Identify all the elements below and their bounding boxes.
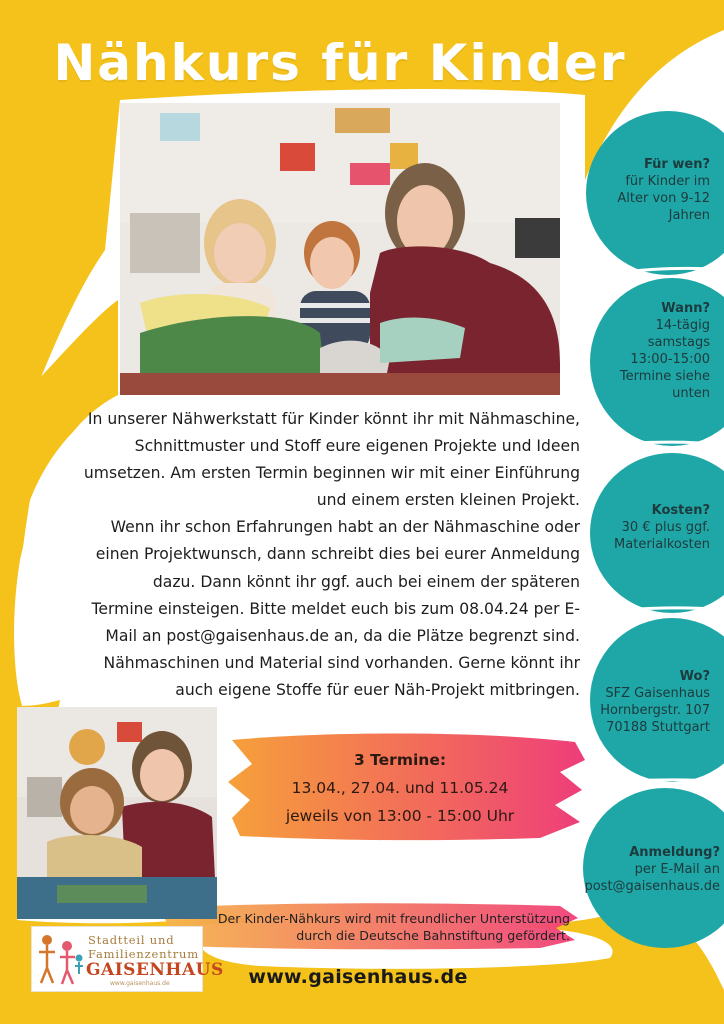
- dates-block: [240, 746, 560, 830]
- description-line: dazu. Dann könnt ihr ggf. auch bei einem der späteren: [152, 572, 580, 591]
- info-when-line: unten: [672, 386, 710, 401]
- support-line: Der Kinder-Nähkurs wird mit freundlicher Unterstützung: [217, 911, 570, 926]
- logo-wordmark: GAISENHAUS: [86, 960, 224, 980]
- photo-children-sewing-image: [120, 103, 560, 395]
- info-when: [620, 300, 710, 402]
- logo-line: Familienzentrum: [88, 947, 199, 961]
- description-line: einen Projektwunsch, dann schreibt dies bei eurer Anmeldung: [95, 545, 580, 564]
- description-line: Termine einsteigen. Bitte meldet euch bis zum 08.04.24 per E-: [91, 599, 580, 618]
- description-line: Wenn ihr schon Erfahrungen habt an der Nähmaschine oder: [110, 518, 580, 537]
- description-line: Mail an post@gaisenhaus.de an, da die Plätze begrenzt sind.: [105, 626, 580, 645]
- info-where-line: SFZ Gaisenhaus: [605, 686, 710, 701]
- website-link[interactable]: www.gaisenhaus.de: [248, 966, 468, 988]
- dates-time: jeweils von 13:00 - 15:00 Uhr: [285, 807, 515, 825]
- info-where-heading: Wo?: [679, 669, 710, 684]
- info-signup: [584, 844, 720, 895]
- info-when-line: 14-tägig: [655, 318, 710, 333]
- description-line: umsetzen. Am ersten Termin beginnen wir mit einer Einführung: [83, 464, 580, 483]
- info-who-line: Jahren: [668, 208, 710, 223]
- info-when-line: Termine siehe: [619, 369, 710, 384]
- info-when-heading: Wann?: [661, 301, 710, 316]
- description-line: Nähmaschinen und Material sind vorhanden. Gerne könnt ihr: [103, 653, 580, 672]
- info-signup-line: per E-Mail an: [634, 862, 720, 877]
- description-text: [28, 406, 580, 704]
- support-line: durch die Deutsche Bahnstiftung gefördert.: [296, 928, 570, 943]
- logo-line: Stadtteil und: [88, 933, 175, 947]
- info-when-line: 13:00-15:00: [630, 352, 710, 367]
- info-cost-line: Materialkosten: [614, 537, 710, 552]
- info-where-line: Hornbergstr. 107: [600, 703, 710, 718]
- info-where: [600, 668, 710, 736]
- support-note: [150, 910, 570, 944]
- info-cost-heading: Kosten?: [651, 503, 710, 518]
- dates-list: 13.04., 27.04. und 11.05.24: [291, 779, 509, 797]
- description-line: Schnittmuster und Stoff eure eigenen Projekte und Ideen: [134, 437, 580, 456]
- dates-heading: 3 Termine:: [353, 751, 447, 769]
- description-line: und einem ersten kleinen Projekt.: [316, 491, 580, 510]
- info-cost-line: 30 € plus ggf.: [621, 520, 710, 535]
- info-where-line: 70188 Stuttgart: [606, 720, 710, 735]
- description-line: In unserer Nähwerkstatt für Kinder könnt ihr mit Nähmaschine,: [87, 410, 580, 428]
- info-who-line: Alter von 9-12: [617, 191, 710, 206]
- photo-children-sewing: [120, 103, 560, 395]
- info-signup-heading: Anmeldung?: [629, 845, 720, 860]
- info-who-heading: Für wen?: [643, 157, 710, 172]
- info-signup-email: post@gaisenhaus.de: [584, 879, 720, 894]
- photo-child-with-teacher: [17, 707, 217, 919]
- page-title: Nähkurs für Kinder: [53, 34, 627, 92]
- info-cost: [614, 502, 710, 553]
- logo-url: www.gaisenhaus.de: [110, 980, 170, 987]
- info-who: [617, 156, 710, 224]
- info-who-line: für Kinder im: [625, 174, 710, 189]
- photo-child-with-teacher-image: [17, 707, 217, 919]
- info-when-line: samstags: [647, 335, 710, 350]
- description-line: auch eigene Stoffe für euer Näh-Projekt mitbringen.: [175, 680, 580, 699]
